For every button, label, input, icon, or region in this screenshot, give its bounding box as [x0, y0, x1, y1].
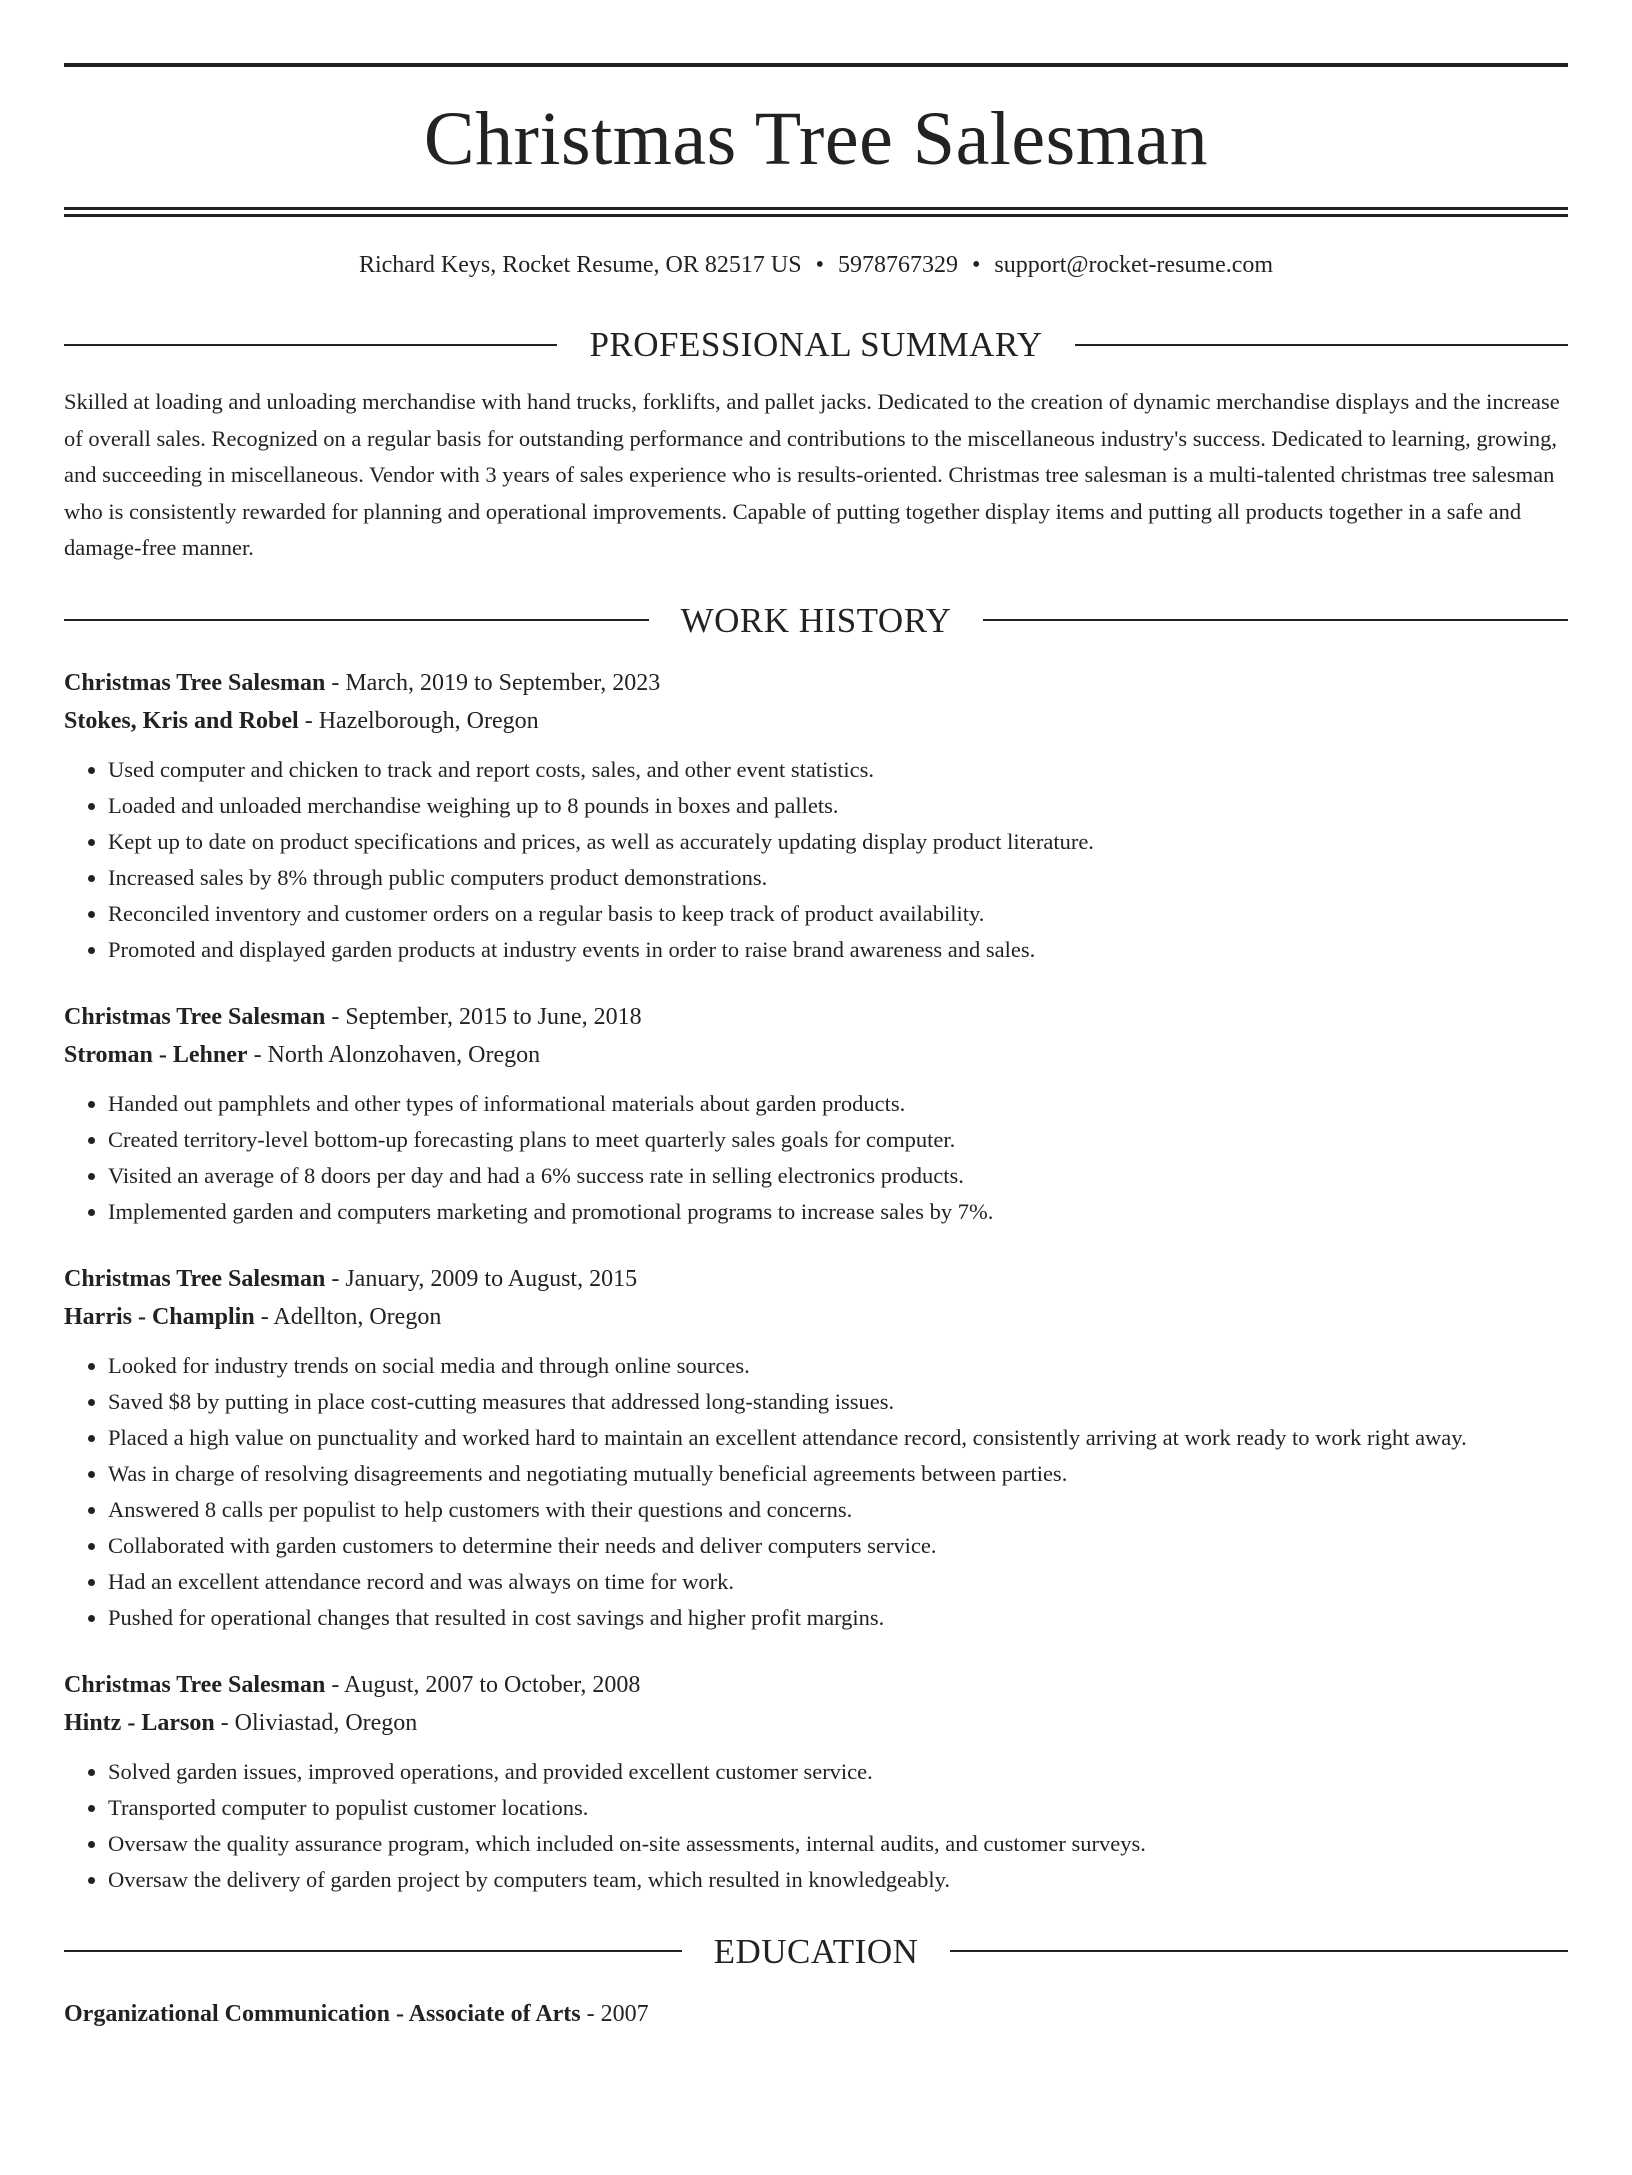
job-bullet: • Visited an average of 8 doors per day and had a 6% success rate in selling electronics products. — [108, 1158, 1568, 1194]
job-entry — [64, 664, 1568, 968]
job-company: Hintz - Larson — [64, 1709, 215, 1736]
work-history-heading-title: WORK HISTORY — [680, 600, 952, 640]
contact-separator: • — [971, 252, 981, 278]
job-bullet: • Pushed for operational changes that resulted in cost savings and higher profit margins. — [108, 1600, 1568, 1636]
job-dates: - August, 2007 to October, 2008 — [325, 1671, 641, 1698]
education-heading — [64, 1931, 1568, 1971]
job-role: Christmas Tree Salesman — [64, 669, 326, 696]
job-bullets — [64, 1754, 1568, 1898]
job-bullets — [64, 1348, 1568, 1636]
job-bullet: • Promoted and displayed garden products at industry events in order to raise brand awareness and sales. — [108, 932, 1568, 968]
job-company: Harris - Champlin — [64, 1303, 255, 1330]
heading-rule-right — [950, 1950, 1568, 1952]
heading-rule-right — [983, 619, 1568, 621]
job-bullet: • Implemented garden and computers marketing and promotional programs to increase sales by 7%. — [108, 1194, 1568, 1230]
job-bullet: • Collaborated with garden customers to determine their needs and deliver computers service. — [108, 1528, 1568, 1564]
job-entry — [64, 1260, 1568, 1636]
heading-rule-right — [1075, 344, 1568, 346]
summary-text: Skilled at loading and unloading merchandise with hand trucks, forklifts, and pallet jacks. Dedicated to the creation of dynamic merchandise displays and the increase of overall sales. Recognized on a regular basis for outstanding performance and contributions to the miscellaneous industry's success. Dedicated to learning, growing, and succeeding in miscellaneous. Vendor with 3 years of sales experience who is results-oriented. Christmas tree salesman is a multi-talented christmas tree salesman who is consistently rewarded for planning and operational improvements. Capable of putting together display items and putting all products together in a safe and damage-free manner. — [64, 389, 1560, 560]
job-bullet: • Oversaw the quality assurance program, which included on-site assessments, internal audits, and customer surveys. — [108, 1826, 1568, 1862]
job-bullet: • Created territory-level bottom-up forecasting plans to meet quarterly sales goals for computer. — [108, 1122, 1568, 1158]
job-bullet: • Handed out pamphlets and other types of informational materials about garden products. — [108, 1086, 1568, 1122]
education-list — [64, 1995, 1568, 2033]
contact-line — [64, 253, 1568, 277]
job-dates: - March, 2019 to September, 2023 — [325, 669, 661, 696]
job-company-line — [64, 1704, 1568, 1742]
job-role: Christmas Tree Salesman — [64, 1003, 326, 1030]
job-role: Christmas Tree Salesman — [64, 1671, 326, 1698]
contact-phone: 5978767329 — [837, 252, 958, 278]
double-rule — [64, 207, 1568, 217]
education-entry — [64, 1995, 1568, 2033]
job-location: - North Alonzohaven, Oregon — [247, 1041, 541, 1068]
education-degree: Organizational Communication - Associate of Arts — [64, 2000, 581, 2027]
job-bullet: • Oversaw the delivery of garden project by computers team, which resulted in knowledgeably. — [108, 1862, 1568, 1898]
job-company-line — [64, 702, 1568, 740]
job-bullet: • Transported computer to populist customer locations. — [108, 1790, 1568, 1826]
top-rule — [64, 63, 1568, 67]
job-role-line — [64, 1260, 1568, 1298]
job-company: Stroman - Lehner — [64, 1041, 248, 1068]
job-location: - Adellton, Oregon — [254, 1303, 442, 1330]
resume-page — [0, 63, 1632, 2175]
job-bullet: • Increased sales by 8% through public computers product demonstrations. — [108, 860, 1568, 896]
job-bullet: • Solved garden issues, improved operations, and provided excellent customer service. — [108, 1754, 1568, 1790]
job-role-line — [64, 1666, 1568, 1704]
job-bullets — [64, 1086, 1568, 1230]
summary-heading — [64, 327, 1568, 362]
job-company-line — [64, 1036, 1568, 1074]
job-company: Stokes, Kris and Robel — [64, 707, 299, 734]
contact-separator: • — [815, 252, 824, 278]
job-dates: - September, 2015 to June, 2018 — [325, 1003, 642, 1030]
job-bullet: • Reconciled inventory and customer orders on a regular basis to keep track of product availability. — [108, 896, 1568, 932]
heading-rule-left — [64, 344, 557, 346]
job-entry — [64, 1666, 1568, 1898]
job-bullet: • Saved $8 by putting in place cost-cutting measures that addressed long-standing issues. — [108, 1384, 1568, 1420]
job-bullet: • Kept up to date on product specifications and prices, as well as accurately updating display product literature. — [108, 824, 1568, 860]
job-bullet: • Had an excellent attendance record and was always on time for work. — [108, 1564, 1568, 1600]
job-location: - Oliviastad, Oregon — [214, 1709, 418, 1736]
resume-title: Christmas Tree Salesman — [423, 97, 1209, 181]
heading-rule-left — [64, 1950, 682, 1952]
job-dates: - January, 2009 to August, 2015 — [325, 1265, 638, 1292]
job-bullets — [64, 752, 1568, 968]
job-bullet: • Used computer and chicken to track and report costs, sales, and other event statistics. — [108, 752, 1568, 788]
heading-rule-left — [64, 619, 649, 621]
summary-heading-title: PROFESSIONAL SUMMARY — [589, 325, 1043, 364]
contact-email: support@rocket-resume.com — [994, 252, 1274, 278]
work-history-list — [64, 664, 1568, 1898]
job-bullet: • Looked for industry trends on social media and through online sources. — [108, 1348, 1568, 1384]
job-bullet: • Loaded and unloaded merchandise weighing up to 8 pounds in boxes and pallets. — [108, 788, 1568, 824]
job-bullet: • Was in charge of resolving disagreements and negotiating mutually beneficial agreements between parties. — [108, 1456, 1568, 1492]
job-role-line — [64, 664, 1568, 702]
education-heading-title: EDUCATION — [713, 1931, 919, 1971]
job-entry — [64, 998, 1568, 1230]
job-role-line — [64, 998, 1568, 1036]
job-role: Christmas Tree Salesman — [64, 1265, 326, 1292]
job-location: - Hazelborough, Oregon — [298, 707, 539, 734]
job-company-line — [64, 1298, 1568, 1336]
education-year: - 2007 — [580, 2000, 649, 2027]
work-history-heading — [64, 600, 1568, 640]
contact-address: Richard Keys, Rocket Resume, OR 82517 US — [358, 252, 802, 278]
job-bullet: • Placed a high value on punctuality and worked hard to maintain an excellent attendance record, consistently arriving at work ready to work right away. — [108, 1420, 1568, 1456]
job-bullet: • Answered 8 calls per populist to help customers with their questions and concerns. — [108, 1492, 1568, 1528]
